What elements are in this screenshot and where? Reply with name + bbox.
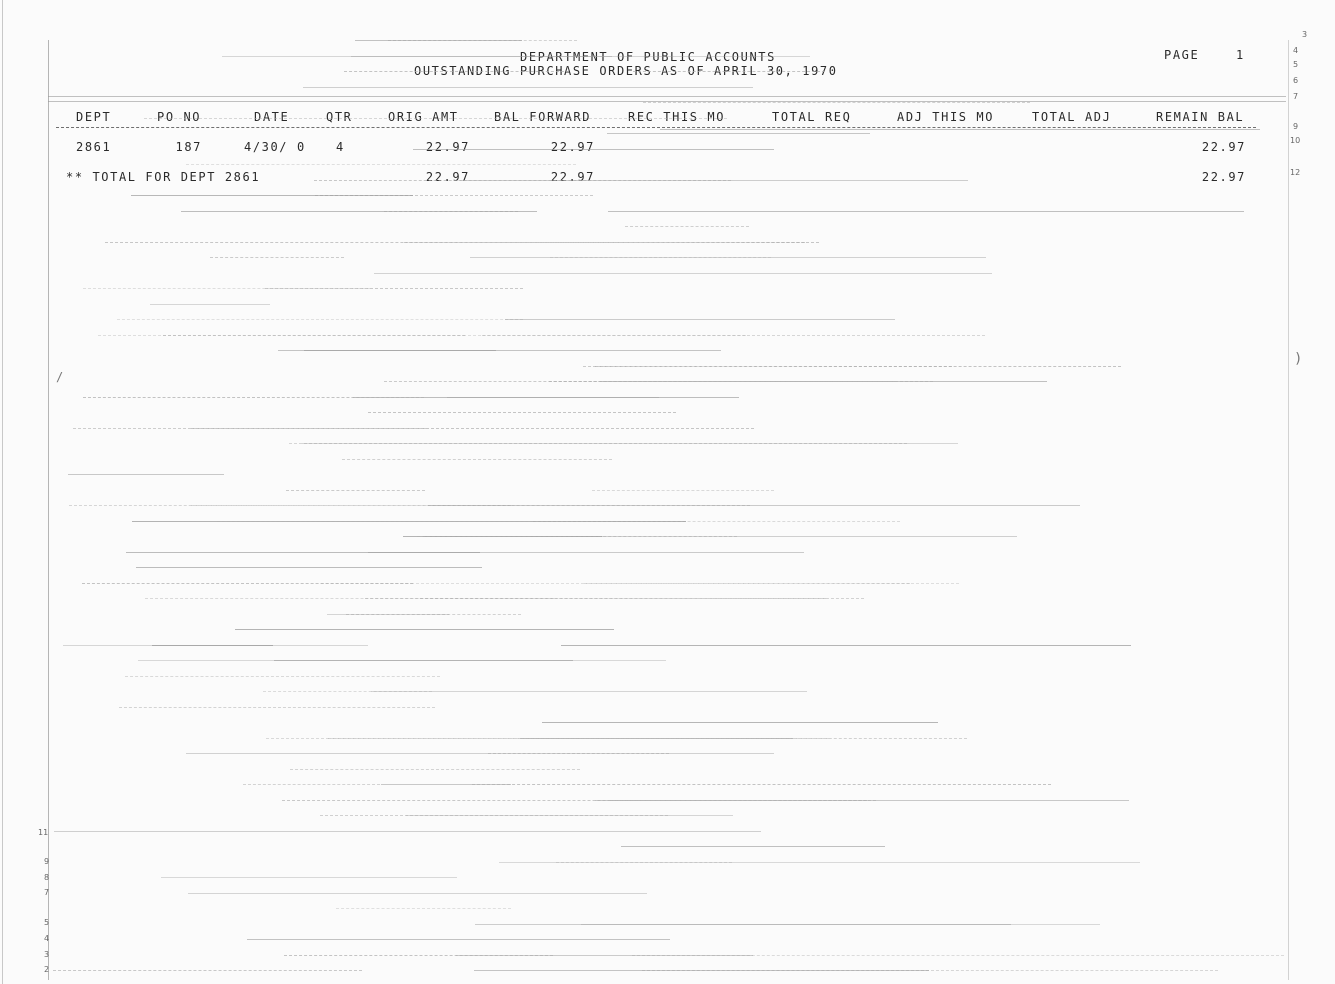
form-rule-line: [608, 211, 1244, 212]
margin-number: 4: [44, 934, 50, 943]
form-rule-line: [302, 443, 958, 444]
form-rule-line: [374, 273, 992, 274]
form-rule-line: [344, 71, 569, 72]
form-rule-line: [550, 257, 771, 258]
form-rule-line: [284, 955, 553, 956]
col-header-adj-this-mo: ADJ THIS MO: [897, 110, 995, 124]
margin-number: 8: [44, 873, 50, 882]
form-rule-line: [186, 164, 576, 165]
form-rule-line: [342, 459, 612, 460]
form-rule-line: [304, 350, 496, 351]
left-form-line: [48, 40, 49, 980]
form-rule-line: [83, 397, 424, 398]
col-header-remain-bal: REMAIN BAL: [1156, 110, 1245, 124]
page-label: PAGE: [1164, 48, 1200, 62]
cell-po-no: 187: [175, 140, 202, 154]
form-rule-line: [584, 583, 910, 584]
margin-number: 7: [1293, 92, 1299, 101]
margin-number: 10: [1290, 136, 1301, 145]
form-rule-line: [472, 784, 1051, 785]
form-rule-line: [54, 831, 761, 832]
cell-remain-bal: 22.97: [1201, 140, 1246, 154]
form-rule-line: [592, 490, 774, 491]
form-rule-line: [186, 753, 774, 754]
total-bal-forward: 22.97: [550, 170, 595, 184]
form-rule-line: [247, 939, 670, 940]
form-rule-line: [368, 552, 804, 553]
cell-dept: 2861: [76, 140, 112, 154]
form-rule-line: [188, 893, 647, 894]
form-rule-line: [243, 784, 380, 785]
form-rule-line: [488, 753, 669, 754]
form-rule-line: [303, 87, 753, 88]
margin-number: 7: [44, 888, 50, 897]
form-rule-line: [428, 505, 1080, 506]
header-underline: [56, 127, 1256, 128]
margin-number: 9: [44, 857, 50, 866]
col-header-date: DATE: [254, 110, 290, 124]
form-rule-line: [48, 101, 1286, 102]
form-rule-line: [542, 722, 938, 723]
right-form-line: [1288, 40, 1289, 980]
form-rule-line: [447, 397, 659, 398]
col-header-bal-forward: BAL FORWARD: [494, 110, 592, 124]
form-rule-line: [351, 56, 612, 57]
form-rule-line: [633, 71, 825, 72]
margin-number: 9: [1293, 122, 1299, 131]
form-rule-line: [144, 118, 727, 119]
col-header-rec-this-mo: REC THIS MO: [628, 110, 726, 124]
form-rule-line: [210, 257, 344, 258]
left-border-line: [2, 0, 3, 984]
form-rule-line: [48, 96, 1286, 97]
col-header-total-adj: TOTAL ADJ: [1032, 110, 1112, 124]
margin-number: 4: [1293, 46, 1299, 55]
margin-number: 3: [44, 950, 50, 959]
form-rule-line: [286, 490, 425, 491]
report-title: DEPARTMENT OF PUBLIC ACCOUNTS: [520, 50, 776, 64]
form-rule-line: [263, 691, 432, 692]
form-rule-line: [336, 908, 511, 909]
form-rule-line: [82, 583, 413, 584]
bracket-mark: ): [1294, 351, 1305, 367]
margin-number: 6: [1293, 76, 1299, 85]
cell-orig-amt: 22.97: [425, 140, 470, 154]
form-rule-line: [161, 877, 457, 878]
form-rule-line: [217, 521, 548, 522]
total-orig-amt: 22.97: [425, 170, 470, 184]
margin-number: 3: [1302, 30, 1308, 39]
form-rule-line: [607, 133, 870, 134]
form-rule-line: [621, 846, 885, 847]
col-header-total-req: TOTAL REQ: [772, 110, 852, 124]
form-rule-line: [581, 924, 1100, 925]
margin-number: 5: [44, 918, 50, 927]
form-rule-line: [505, 319, 895, 320]
form-rule-line: [643, 102, 1030, 103]
form-rule-line: [125, 676, 440, 677]
form-rule-line: [328, 738, 967, 739]
form-rule-line: [499, 862, 1140, 863]
form-rule-line: [68, 474, 224, 475]
form-rule-line: [404, 242, 805, 243]
form-rule-line: [53, 970, 362, 971]
margin-number: 5: [1293, 60, 1299, 69]
form-rule-line: [235, 629, 614, 630]
form-rule-line: [625, 226, 749, 227]
form-rule-line: [365, 598, 826, 599]
form-rule-line: [417, 536, 737, 537]
total-remain-bal: 22.97: [1201, 170, 1246, 184]
total-label: ** TOTAL FOR DEPT 2861: [66, 170, 261, 184]
form-rule-line: [191, 428, 754, 429]
form-rule-line: [138, 660, 666, 661]
cell-qtr: 4: [336, 140, 345, 154]
margin-number: 2: [44, 965, 50, 974]
form-rule-line: [119, 707, 435, 708]
form-rule-line: [413, 149, 774, 150]
form-rule-line: [320, 815, 668, 816]
form-rule-line: [163, 335, 465, 336]
form-rule-line: [290, 769, 580, 770]
margin-number: 12: [1290, 168, 1301, 177]
form-rule-line: [150, 304, 270, 305]
col-header-dept: DEPT: [76, 110, 112, 124]
form-rule-line: [117, 319, 523, 320]
form-rule-line: [63, 645, 368, 646]
report-subtitle: OUTSTANDING PURCHASE ORDERS AS OF APRIL 30, 1970: [414, 64, 838, 78]
form-rule-line: [384, 381, 895, 382]
col-header-po-no: PO NO: [157, 110, 202, 124]
page-number: 1: [1236, 48, 1245, 62]
form-rule-line: [474, 970, 929, 971]
form-rule-line: [131, 195, 413, 196]
form-rule-line: [355, 40, 522, 41]
form-rule-line: [136, 567, 482, 568]
cell-bal-forward: 22.97: [550, 140, 595, 154]
form-rule-line: [181, 211, 537, 212]
form-rule-line: [583, 366, 952, 367]
form-rule-line: [282, 800, 876, 801]
bracket-mark: /: [56, 370, 65, 384]
col-header-orig-amt: ORIG AMT: [388, 110, 459, 124]
margin-number: 11: [38, 828, 49, 837]
form-rule-line: [327, 614, 449, 615]
form-rule-line: [371, 691, 807, 692]
form-rule-line: [561, 645, 1131, 646]
form-rule-line: [368, 412, 676, 413]
form-rule-line: [265, 288, 523, 289]
col-header-qtr: QTR: [326, 110, 353, 124]
form-rule-line: [660, 129, 1260, 130]
form-rule-line: [314, 180, 731, 181]
cell-date: 4/30/ 0: [244, 140, 306, 154]
